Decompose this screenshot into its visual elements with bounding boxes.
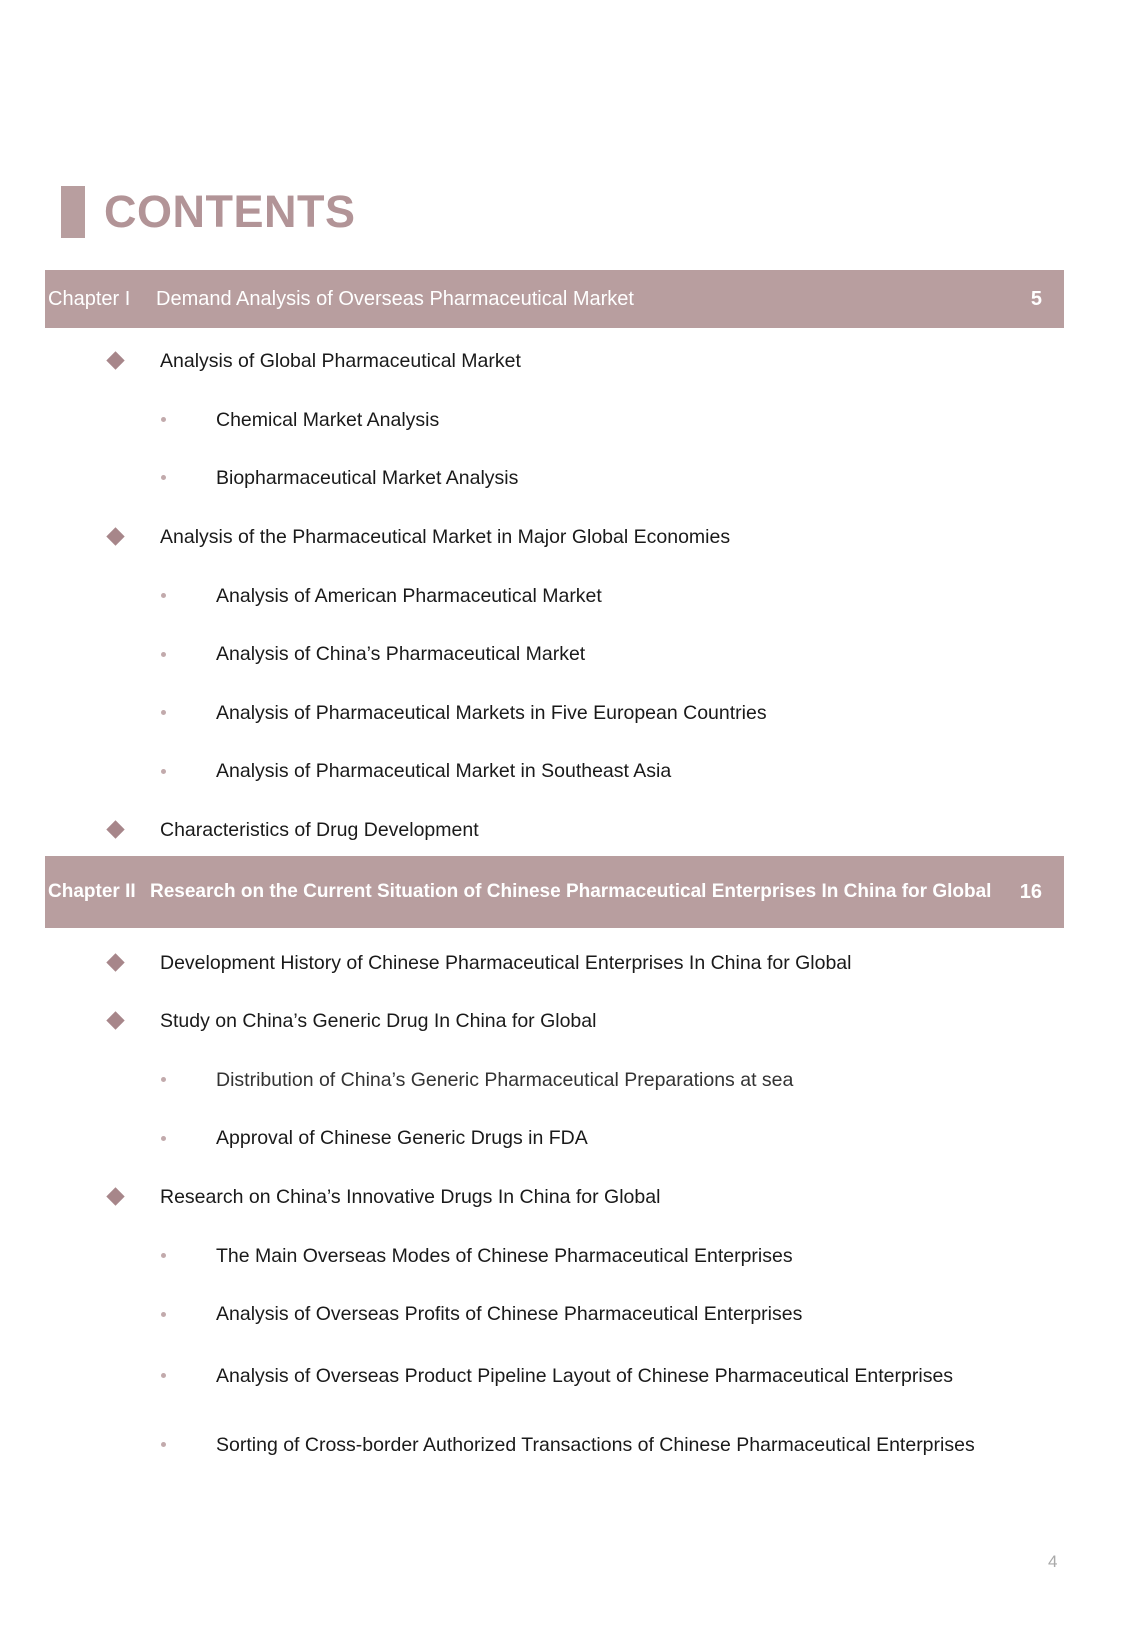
diamond-bullet-icon [106, 351, 124, 369]
diamond-bullet-icon [106, 820, 124, 838]
chapter-2-header[interactable] [45, 856, 1064, 928]
toc-subsection[interactable]: The Main Overseas Modes of Chinese Pharmaceutical Enterprises [216, 1245, 793, 1267]
title-accent-bar [61, 186, 85, 238]
toc-subsection[interactable]: Distribution of China’s Generic Pharmaceutical Preparations at sea [216, 1069, 794, 1091]
dot-bullet-icon [161, 475, 166, 480]
toc-subsection[interactable]: Chemical Market Analysis [216, 409, 440, 431]
toc-section[interactable]: Analysis of Global Pharmaceutical Market [160, 350, 521, 372]
chapter-title: Demand Analysis of Overseas Pharmaceutical Market [156, 287, 634, 310]
chapter-1-header[interactable] [45, 270, 1064, 328]
diamond-bullet-icon [106, 1187, 124, 1205]
dot-bullet-icon [161, 1136, 166, 1141]
toc-subsection[interactable]: Analysis of Overseas Product Pipeline Layout of Chinese Pharmaceutical Enterprises [216, 1365, 954, 1387]
toc-subsection[interactable]: Analysis of American Pharmaceutical Market [216, 585, 602, 607]
chapter-label: Chapter I [48, 287, 131, 310]
dot-bullet-icon [161, 769, 166, 774]
dot-bullet-icon [161, 1442, 166, 1447]
dot-bullet-icon [161, 1253, 166, 1258]
dot-bullet-icon [161, 1077, 166, 1082]
chapter-page-number: 5 [1030, 287, 1042, 310]
chapter-title: Research on the Current Situation of Chinese Pharmaceutical Enterprises In China for Global [150, 881, 992, 902]
dot-bullet-icon [161, 417, 166, 422]
dot-bullet-icon [161, 1312, 166, 1317]
toc-subsection[interactable]: Sorting of Cross-border Authorized Transactions of Chinese Pharmaceutical Enterprises [216, 1434, 975, 1456]
diamond-bullet-icon [106, 1011, 124, 1029]
toc-subsection[interactable]: Approval of Chinese Generic Drugs in FDA [216, 1127, 588, 1149]
chapter-page-number: 16 [1019, 880, 1042, 903]
page-number: 4 [1048, 1552, 1058, 1571]
chapter-label: Chapter II [48, 881, 136, 902]
toc-section[interactable]: Study on China’s Generic Drug In China for Global [160, 1010, 597, 1032]
toc-section[interactable]: Characteristics of Drug Development [160, 819, 479, 841]
dot-bullet-icon [161, 593, 166, 598]
toc-subsection[interactable]: Analysis of Overseas Profits of Chinese Pharmaceutical Enterprises [216, 1303, 803, 1325]
toc-subsection[interactable]: Analysis of China’s Pharmaceutical Market [216, 643, 586, 665]
diamond-bullet-icon [106, 953, 124, 971]
toc-subsection[interactable]: Biopharmaceutical Market Analysis [216, 467, 519, 489]
dot-bullet-icon [161, 1373, 166, 1378]
toc-section[interactable]: Research on China’s Innovative Drugs In China for Global [160, 1186, 661, 1208]
dot-bullet-icon [161, 710, 166, 715]
toc-subsection[interactable]: Analysis of Pharmaceutical Market in Southeast Asia [216, 760, 672, 782]
toc-section[interactable]: Analysis of the Pharmaceutical Market in Major Global Economies [160, 526, 731, 548]
diamond-bullet-icon [106, 527, 124, 545]
dot-bullet-icon [161, 652, 166, 657]
toc-section[interactable]: Development History of Chinese Pharmaceutical Enterprises In China for Global [160, 952, 852, 974]
page-title: CONTENTS [104, 186, 356, 237]
toc-subsection[interactable]: Analysis of Pharmaceutical Markets in Five European Countries [216, 702, 767, 724]
